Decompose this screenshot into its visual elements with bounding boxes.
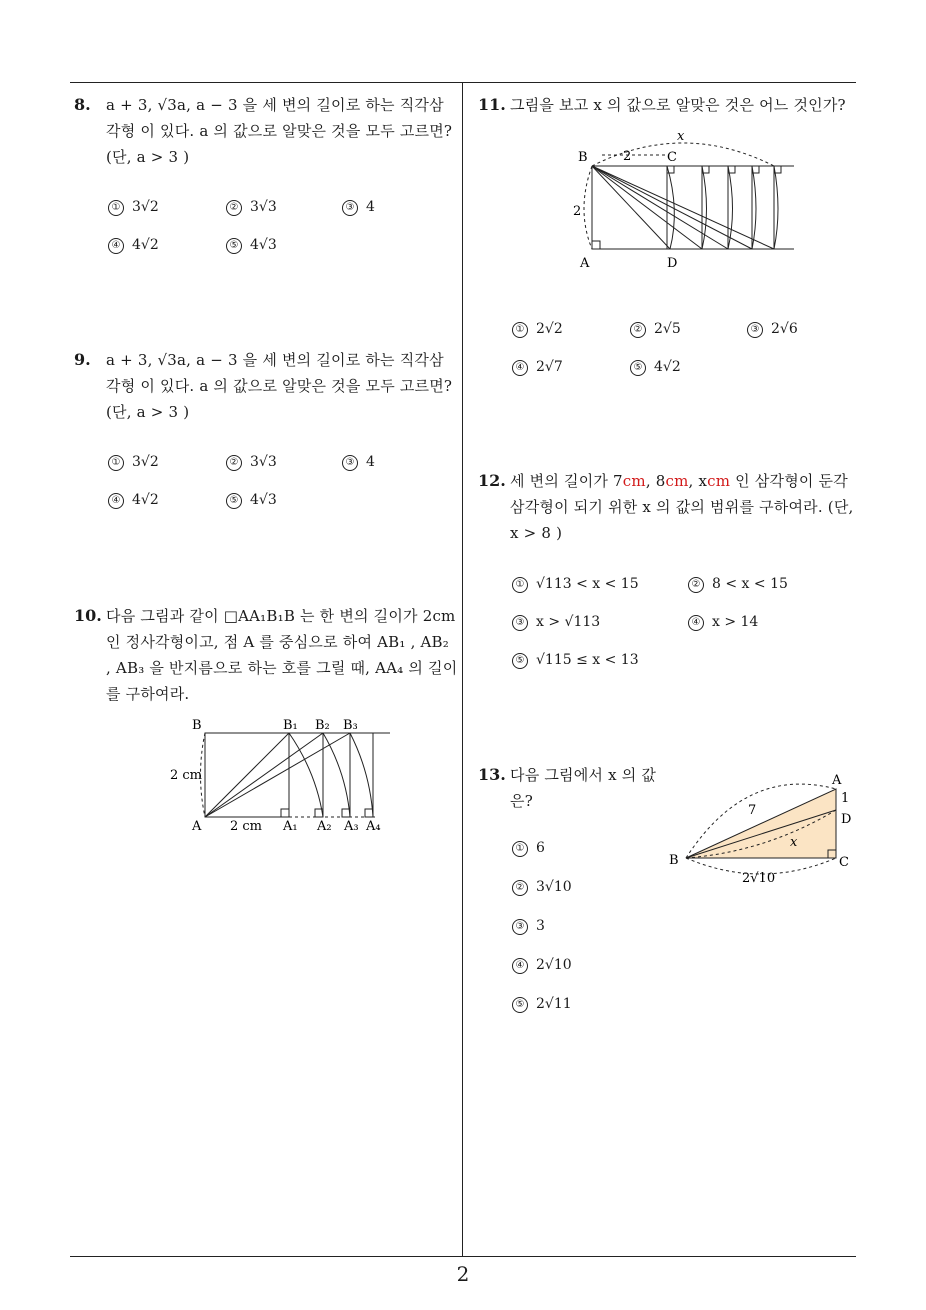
label-D: D [667,256,678,271]
label-x: x [677,129,685,144]
question-text: 다음 그림과 같이 □AA₁B₁B 는 한 변의 길이가 2cm 인 정사각형이고, 점 A 를 중심으로 하여 AB₁ , AB₂ , AB₃ 을 반지름으로 하는 호를 그릴 때, AA₄ 의 길이를 구하여라. [106,607,458,703]
question-number: 8. [74,95,91,114]
circle-number-icon: ② [226,200,242,216]
circle-number-icon: ④ [512,958,528,974]
option-4[interactable]: ④ 4√2 [108,492,159,509]
option-4[interactable]: ④ 2√10 [512,957,572,974]
circle-number-icon: ⑤ [512,997,528,1013]
circle-number-icon: ② [688,577,704,593]
option-3[interactable]: ③ 4 [342,199,375,216]
bottom-rule [70,1256,856,1257]
option-3[interactable]: ③ 2√6 [747,321,798,338]
question-number: 9. [74,350,91,369]
question-8 [74,92,458,170]
question-number: 13. [478,765,506,784]
question-number: 12. [478,471,506,490]
circle-number-icon: ② [512,880,528,896]
option-5[interactable]: ⑤ 2√11 [512,996,572,1013]
circle-number-icon: ④ [688,615,704,631]
question-text: a + 3, √3a, a − 3 을 세 변의 길이로 하는 직각삼각형 이 있다. a 의 값으로 알맞은 것을 모두 고르면? (단, a > 3 ) [106,96,453,166]
option-2[interactable]: ② 8 < x < 15 [688,576,788,593]
column-divider [462,82,463,1257]
question-number: 10. [74,606,102,625]
option-1[interactable]: ① 6 [512,840,545,857]
question-text: 그림을 보고 x 의 값으로 알맞은 것은 어느 것인가? [510,96,846,114]
question-9 [74,347,458,425]
option-5[interactable]: ⑤ 4√3 [226,492,277,509]
label-A: A [832,773,842,788]
option-3[interactable]: ③ x > √113 [512,614,600,631]
option-4[interactable]: ④ x > 14 [688,614,758,631]
option-3[interactable]: ③ 4 [342,454,375,471]
label-bottom: 2√10 [742,871,776,885]
option-2[interactable]: ② 3√10 [512,879,572,896]
label-A3: A₃ [344,819,359,834]
circle-number-icon: ① [512,322,528,338]
circle-number-icon: ① [512,841,528,857]
label-B: B [578,150,588,165]
label-one: 1 [841,791,850,806]
label-C: C [667,150,677,165]
option-4[interactable]: ④ 4√2 [108,237,159,254]
label-D: D [841,812,852,827]
question-text: 다음 그림에서 x 의 값은? [510,766,657,810]
label-two-top: 2 [623,149,632,164]
question-13 [478,762,658,814]
circle-number-icon: ① [108,200,124,216]
label-A: A [580,256,590,271]
option-1[interactable]: ① 3√2 [108,454,159,471]
label-A: A [192,819,202,834]
circle-number-icon: ② [630,322,646,338]
circle-number-icon: ④ [108,493,124,509]
option-2[interactable]: ② 2√5 [630,321,681,338]
circle-number-icon: ③ [342,455,358,471]
label-B1: B₁ [283,718,298,733]
question-12 [478,468,862,546]
circle-number-icon: ③ [342,200,358,216]
option-4[interactable]: ④ 2√7 [512,359,563,376]
circle-number-icon: ⑤ [226,493,242,509]
top-rule [70,82,856,83]
label-bottom: 2 cm [230,819,263,834]
label-B: B [669,853,679,868]
label-two-side: 2 [573,204,582,219]
label-side: 2 cm [170,768,203,783]
circle-number-icon: ④ [108,238,124,254]
circle-number-icon: ② [226,455,242,471]
label-seven: 7 [748,803,757,818]
circle-number-icon: ⑤ [226,238,242,254]
q10-figure [168,712,398,837]
option-5[interactable]: ⑤ 4√2 [630,359,681,376]
option-2[interactable]: ② 3√3 [226,454,277,471]
q11-figure [568,128,808,278]
question-text: a + 3, √3a, a − 3 을 세 변의 길이로 하는 직각삼각형 이 있다. a 의 값으로 알맞은 것을 모두 고르면? (단, a > 3 ) [106,351,453,421]
question-10 [74,603,458,707]
label-B3: B₃ [343,718,358,733]
option-5[interactable]: ⑤ √115 ≤ x < 13 [512,652,639,669]
circle-number-icon: ① [512,577,528,593]
option-3[interactable]: ③ 3 [512,918,545,935]
question-text: 세 변의 길이가 7cm, 8cm, xcm 인 삼각형이 둔각삼각형이 되기 위한 x 의 값의 범위를 구하여라. (단, x > 8 ) [510,472,854,542]
label-B: B [192,718,202,733]
option-1[interactable]: ① 3√2 [108,199,159,216]
circle-number-icon: ③ [512,919,528,935]
label-A1: A₁ [283,819,298,834]
option-2[interactable]: ② 3√3 [226,199,277,216]
label-A2: A₂ [317,819,332,834]
circle-number-icon: ⑤ [630,360,646,376]
unit-cm: cm [622,472,646,490]
label-x: x [790,835,798,850]
circle-number-icon: ④ [512,360,528,376]
label-A4: A₄ [366,819,381,834]
circle-number-icon: ① [108,455,124,471]
label-B2: B₂ [315,718,330,733]
option-1[interactable]: ① 2√2 [512,321,563,338]
q13-figure [666,770,856,885]
question-11 [478,92,862,118]
circle-number-icon: ③ [512,615,528,631]
page-number: 2 [456,1262,470,1286]
question-number: 11. [478,95,506,114]
option-5[interactable]: ⑤ 4√3 [226,237,277,254]
label-C: C [839,855,849,870]
circle-number-icon: ⑤ [512,653,528,669]
unit-cm: cm [665,472,689,490]
option-1[interactable]: ① √113 < x < 15 [512,576,639,593]
circle-number-icon: ③ [747,322,763,338]
unit-cm: cm [707,472,731,490]
